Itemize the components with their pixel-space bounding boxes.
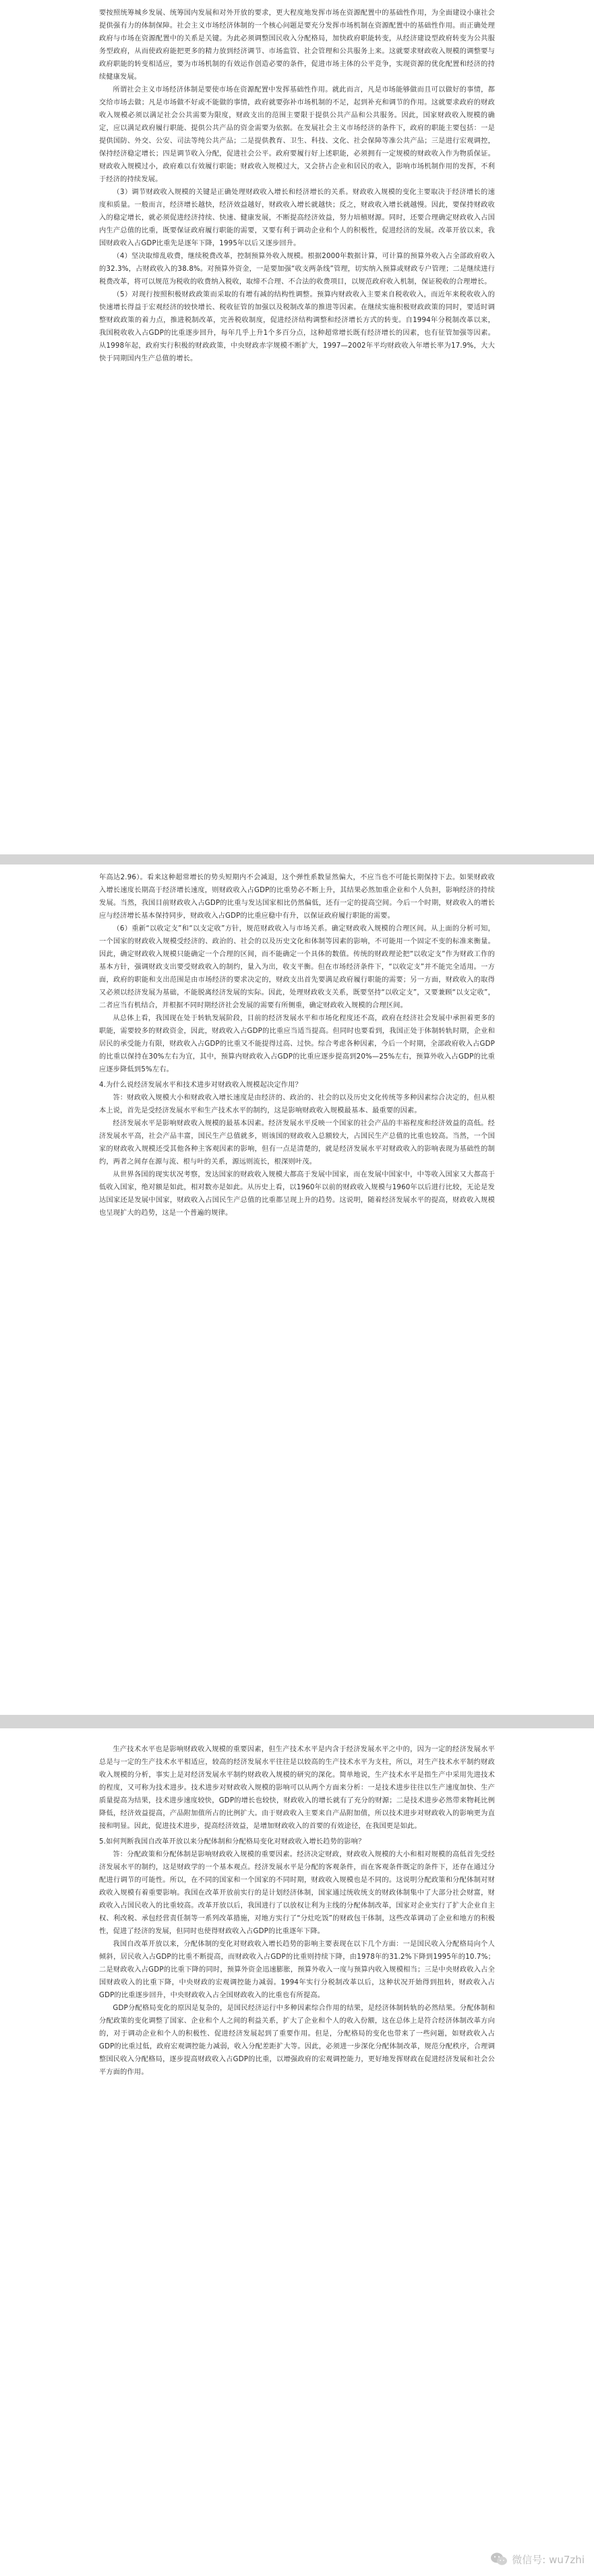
paragraph: GDP分配格局变化的原因是复杂的，是国民经济运行中多种因素综合作用的结果，是经济体制转轨的必然结果。分配体制和分配政策的变化调整了国家、企业和个人之间的利益关系，扩大了企业和个人的收入份额，这在总体上是符合经济体制改革方向的，对于调动企业和个人的积极性、促进经济发展起到了重要作用。但是，分配格局的变化也带来了一些问题，如财政收入占GDP的比重过低，政府宏观调控能力减弱，收入分配差距扩大等。因此，必须进一步深化分配体制改革，规范分配秩序，合理调整国民收入分配格局，逐步提高财政收入占GDP的比重，以增强政府的宏观调控能力，更好地发挥财政在促进经济发展和社会公平方面的作用。 [99, 2005, 495, 2076]
paragraph: 所谓社会主义市场经济体制是要使市场在资源配置中发挥基础性作用。就此而言，凡是市场能够做而且可以做好的事情，都交给市场去做；凡是市场做不好或不能做的事情，政府就要弥补市场机制的不足，起到补充和调节的作用。这就要求政府的财政收入规模必须以满足社会公共需要为限度，财政支出的范围主要限于提供公共产品和公共服务。因此，国家财政收入规模的确定，应以满足政府履行职能、提供公共产品的资金需要为依据。在发展社会主义市场经济的条件下，政府的职能主要包括：一是提供国防、外交、公安、司法等纯公共产品；二是提供教育、卫生、科技、文化、社会保障等准公共产品；三是进行宏观调控，保持经济稳定增长；四是调节收入分配，促进社会公平。政府要履行好上述职能，必须拥有一定规模的财政收入作为物质保证。财政收入规模过小，政府难以有效履行职能；财政收入规模过大，又会挤占企业和居民的收入，影响市场机制作用的发挥，不利于经济的持续发展。 [99, 86, 495, 183]
document-page-2 [0, 865, 594, 1715]
wechat-id-label: 微信号: wu7zhi [512, 2553, 585, 2566]
page-3-text [99, 1743, 495, 2079]
paragraph: （4）坚决取缔乱收费，继续税费改革，控制预算外收入规模。根据2000年数据计算，可计算的预算外收入占全部政府收入的32.3%，占财政收入的38.8%。对预算外资金，一是要加强“收支两条线”管理，切实纳入预算或财政专户管理；二是继续进行税费改革，将可以规范为税收的收费纳入税收，取缔不合理、不合法的收费项目，以规范政府收入机制，保证税收的合理增长。 [99, 253, 495, 286]
paragraph: （5）对现行按照积极财政政策而采取的有增有减的结构性调整。预算内财政收入主要来自税收收入，而近年来税收收入的快速增长得益于宏观经济的较快增长、税收征管的加强以及税制改革的推进等因素。在继续实施积极财政政策的同时，要适时调整财政政策的着力点，推进税制改革，完善税收制度，促进经济结构调整和经济增长方式的转变。自1994年分税制改革以来，我国税收收入占GDP的比重逐步回升，每年几乎上升1个多百分点，这种超常增长既有经济增长的因素，也有征管加强等因素。从1998年起，政府实行积极的财政政策，中央财政赤字规模不断扩大，1997—2002年平均财政收入年增长率为17.9%，大大快于同期国内生产总值的增长。 [99, 291, 495, 363]
paragraph: 答：分配政策和分配体制是影响财政收入规模的重要因素。经济决定财政，财政收入规模的大小和相对规模的高低首先受经济发展水平的制约，这是财政学的一个基本观点。经济发展水平是分配的客观条件，而在客观条件既定的条件下，还存在通过分配进行调节的可能性。所以，在不同的国家和一个国家的不同时期，财政收入规模也是不同的。这说明分配政策和分配体制对财政收入规模有着重要影响。我国在改革开放前实行的是计划经济体制，国家通过统收统支的财政体制集中了大部分社会财富，财政收入占国民收入的比重较高。改革开放以后，我国进行了以放权让利为主线的分配体制改革，国家对企业实行了扩大企业自主权、利改税、承包经营责任制等一系列改革措施，对地方实行了“分灶吃饭”的财政包干体制，这些改革调动了企业和地方的积极性，促进了经济的发展，但同时也使得财政收入占GDP的比重逐年下降。 [99, 1851, 495, 1935]
wechat-watermark [490, 2552, 585, 2567]
paragraph: 经济发展水平是影响财政收入规模的最基本因素。经济发展水平反映一个国家的社会产品的丰裕程度和经济效益的高低。经济发展水平高，社会产品丰富，国民生产总值就多，则该国的财政收入总额较大，占国民生产总值的比重也较高。当然，一个国家的财政收入规模还受其他各种主客观因素的影响，但有一点是清楚的，就是经济发展水平对财政收入的影响表现为基础性的制约，两者之间存在源与流、根与叶的关系，源远则流长，根深则叶茂。 [99, 1120, 495, 1166]
page-1-text [99, 7, 495, 365]
document-page-3 [0, 1728, 594, 2576]
paragraph: 年高达2.96）。看来这种超常增长的势头短期内不会减退，这个弹性系数显然偏大，不应当也不可能长期保持下去。如果财政收入增长速度长期高于经济增长速度，则财政收入占GDP的比重势必不断上升，其结果必然加重企业和个人负担，影响经济的持续发展。当然，我国目前财政收入占GDP的比重与发达国家相比仍然偏低，还有一定的提高空间。今后一个时期，财政收入的增长应与经济增长基本保持同步，财政收入占GDP的比重应稳中有升，以保证政府履行职能的需要。 [99, 874, 495, 920]
document-page-1 [0, 0, 594, 854]
paragraph: 生产技术水平也是影响财政收入规模的重要因素，但生产技术水平是内含于经济发展水平之中的，因为一定的经济发展水平总是与一定的生产技术水平相适应，较高的经济发展水平往往是以较高的生产技术水平为支柱，所以，对生产技术水平制约财政收入规模的分析，事实上是对经济发展水平制约财政收入规模的研究的深化。简单地说，生产技术水平是指生产中采用先进技术的程度，又可称为技术进步。技术进步对财政收入规模的影响可以从两个方面来分析：一是技术进步往往以生产速度加快、生产质量提高为结果，技术进步速度较快，GDP的增长也较快，财政收入的增长就有了充分的财源；二是技术进步必然带来物耗比例降低，经济效益提高，产品附加值所占的比例扩大。由于财政收入主要来自产品附加值，所以技术进步对财政收入的影响更为直接和明显。因此，促进技术进步，提高经济效益，是增加财政收入的首要的有效途径，在我国更是如此。 [99, 1746, 495, 1830]
wechat-icon [490, 2552, 508, 2567]
paragraph: 从世界各国的现实状况考察，发达国家的财政收入规模大都高于发展中国家，而在发展中国家中，中等收入国家又大都高于低收入国家，绝对额是如此，相对数亦是如此。从历史上看，以1960年以前的财政收入规模与1960年以后进行比较，无论是发达国家还是发展中国家，财政收入占国民生产总值的比重都呈现上升的趋势。这说明，随着经济发展水平的提高，财政收入规模也呈现扩大的趋势，这是一个普遍的规律。 [99, 1171, 495, 1217]
question-heading: 4.为什么说经济发展水平和技术进步对财政收入规模起决定作用？ [99, 1081, 302, 1089]
paragraph: 答：财政收入规模大小和财政收入增长速度是由经济的、政治的、社会的以及历史文化传统等多种因素综合决定的，但从根本上说，首先是受经济发展水平和生产技术水平的制约，这是影响财政收入规模最基本、最重要的因素。 [99, 1094, 495, 1114]
paragraph: （6）重新“以收定支”和“以支定收”方针，规范财政收入与市场关系。确定财政收入规模的合理区间。从上面的分析可知，一个国家的财政收入规模受经济的、政治的、社会的以及历史文化和体制等因素的影响，不可能用一个固定不变的标准来衡量。因此，确定财政收入规模只能确定一个合理的区间，而不能确定一个具体的数值。传统的财政理论把“以收定支”作为财政工作的基本方针，强调财政支出要受财政收入的制约，量入为出，收支平衡。但在市场经济条件下，“以收定支”并不能完全适用。一方面，政府的职能和支出范围是由市场经济的要求决定的，财政支出首先要满足政府履行职能的需要；另一方面，财政收入的取得又必须以经济发展为基础，不能脱离经济发展的实际。因此，处理财政收支关系，既要坚持“以收定支”，又要兼顾“以支定收”，二者应当有机结合，并根据不同时期经济社会发展的需要有所侧重，确定财政收入规模的合理区间。 [99, 925, 495, 1009]
paragraph: 要按照统筹城乡发展、统筹国内发展和对外开放的要求，更大程度地发挥市场在资源配置中的基础性作用，为全面建设小康社会提供强有力的体制保障。社会主义市场经济体制的一个核心问题是要充分发挥市场机制在资源配置中的基础性作用。而正确处理政府与市场在资源配置中的关系是关键。为此必须调整国民收入分配格局，加快政府职能转变，从经济建设型政府转变为公共服务型政府，从而使政府能把更多的精力放到经济调节、市场监管、社会管理和公共服务上来。这就要求财政收入规模的调整要与政府职能的转变相适应，要为市场机制的有效运作创造必要的条件，促进市场主体的公平竞争，实现资源的优化配置和经济的持续健康发展。 [99, 9, 495, 81]
paragraph: （3）调节财政收入规模的关键是正确处理财政收入增长和经济增长的关系。财政收入规模的变化主要取决于经济增长的速度和质量。一般而言，经济增长越快，经济效益越好，财政收入增长就越快；反之，财政收入增长就越慢。因此，要保持财政收入的稳定增长，就必须促进经济持续、快速、健康发展，不断提高经济效益，努力培植财源。同时，还要合理确定财政收入占国内生产总值的比重，既要保证政府履行职能的需要，又要有利于调动企业和个人的积极性，促进经济的发展。改革开放以来，我国财政收入占GDP比重先是逐年下降，1995年以后又逐步回升。 [99, 189, 495, 247]
paragraph: 我国自改革开放以来，分配体制的变化对财政收入增长趋势的影响主要表现在以下几个方面：一是国民收入分配格局向个人倾斜，居民收入占GDP的比重不断提高，而财政收入占GDP的比重则持续下降，由1978年的31.2%下降到1995年的10.7%；二是财政收入占GDP的比重下降的同时，预算外资金迅速膨胀，预算外收入一度与预算内收入规模相当；三是中央财政收入占全国财政收入的比重下降，中央财政的宏观调控能力减弱。1994年实行分税制改革以后，这种状况开始得到扭转，财政收入占GDP的比重逐步回升，中央财政收入占全国财政收入的比重也有所提高。 [99, 1941, 495, 1999]
paragraph: 从总体上看，我国现在处于转轨发展阶段，目前的经济发展水平和市场化程度还不高，政府在经济社会发展中承担着更多的职能，需要较多的财政资金，因此，财政收入占GDP的比重应当适当提高。但同时也要看到，我国正处于体制转轨时期，企业和居民的承受能力有限，财政收入占GDP的比重又不能提得过高、过快。综合考虑各种因素，今后一个时期，全部政府收入占GDP的比重以保持在30%左右为宜，其中，预算内财政收入占GDP的比重应逐步提高到20%—25%左右，预算外收入占GDP的比重应逐步降低到5%左右。 [99, 1015, 495, 1073]
page-2-text [99, 871, 495, 1220]
question-heading: 5.如何判断我国自改革开放以来分配体制和分配格局变化对财政收入增长趋势的影响？ [99, 1838, 365, 1846]
